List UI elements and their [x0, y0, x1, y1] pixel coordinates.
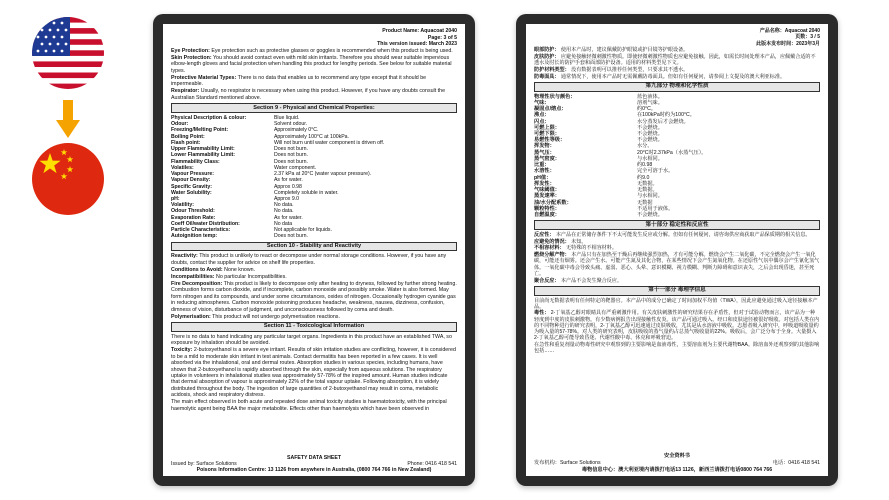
footer-phone: 电话：0416 418 541: [772, 460, 820, 466]
property-name: Volatiles:: [171, 164, 194, 171]
paragraph-text: 使用本产品时，建议佩戴防护眼镜或护目镜等护眼设备。: [560, 47, 689, 54]
property-value: 不会燃烧。: [636, 137, 663, 144]
document-header: [171, 28, 457, 48]
property-name: 气味：: [534, 99, 550, 106]
paragraph-text: There is no data to hand indicating any particular target organs. Ingredients in this product have an established TWA, so exposure by inhalation should be avoided.: [171, 333, 452, 347]
us-flag-icon: [32, 17, 104, 89]
paragraph: [534, 47, 820, 53]
paragraph-text: This product is likely to decompose only after heating to dryness, followed by further strong heating. Combustion forms carbon dioxide, and if incomplete, carbon monoxide and possibly smoke. Water is also formed. May form nitrogen and its compounds, and under some circumstances, oxides of nitrogen. Occasionally hydrogen cyanide gas in reducing atmospheres. Carbon monoxide poisoning produces headache, weakness, nausea, dizziness, confusion, dimness of vision, disturbance of judgment, and unconsciousness followed by coma and death.: [171, 280, 457, 313]
paragraph-label: 不相容材料：: [534, 245, 565, 252]
paragraph-label: Skin Protection:: [171, 54, 212, 61]
property-name: 油/水分配系数：: [534, 199, 572, 206]
property-value: 无数据。: [636, 187, 658, 194]
document-footer: [171, 455, 457, 473]
paragraph: [171, 399, 457, 412]
paragraph-text: This product will not undergo polymerisation reactions.: [212, 313, 340, 320]
property-value: Not applicable for liquids.: [273, 227, 332, 234]
property-value: No data: [273, 220, 293, 227]
property-value: 水分蒸发后才会燃烧。: [636, 118, 689, 125]
property-name: Coeff Oil/water Distribution:: [171, 220, 240, 227]
paragraph: [534, 54, 820, 66]
paragraph: [171, 347, 457, 399]
property-value: No data.: [273, 202, 294, 209]
property-value: Approximately 0°C.: [273, 127, 319, 134]
paragraph-text: 应避免接触轻微刺激性物质。即使轻微刺激性物质也应避免接触。因此，如需长时间处理本产品，应佩戴合适的不透水及肘长的防护手套和面部防护设备。适用的材料类型见下文。: [534, 53, 816, 67]
paragraph: [534, 278, 820, 284]
footer-poisons: Poisons Information Centre: 13 1126 from anywhere in Australia, (0800 764 766 in New Zealand): [196, 467, 432, 473]
property-value: 不会燃烧。: [636, 124, 663, 131]
paragraph-label: 防毒面具：: [534, 73, 560, 80]
paragraph-label: Eye Protection:: [171, 48, 210, 54]
paragraph: [534, 342, 820, 354]
property-value: Does not burn.: [273, 146, 308, 153]
property-value: Approx 9.0: [273, 195, 300, 202]
section-11-title: 第十一部分 毒理学信息: [534, 286, 820, 296]
property-name: 比重：: [534, 162, 550, 169]
section-9-title: 第九部分 物理和化学性质: [534, 82, 820, 92]
property-name: Evaporation Rate:: [171, 214, 216, 221]
product-name: 产品名称：Aquacoat 2040: [759, 28, 820, 34]
footer-phone: Phone: 0416 418 541: [407, 461, 457, 467]
tablet-chinese: [516, 14, 838, 486]
paragraph: [534, 67, 820, 73]
property-name: 蒸气密度：: [534, 155, 560, 162]
paragraph-text: 没有数据表明可以推荐任何类型，只要求其不透水。: [571, 66, 689, 73]
property-name: Vapour Pressure:: [171, 171, 214, 178]
paragraph-label: Respirator:: [171, 88, 200, 95]
property-value: Does not burn.: [273, 152, 308, 159]
paragraph: [534, 252, 820, 277]
properties-table: [171, 115, 457, 240]
property-name: 闪点：: [534, 118, 550, 125]
property-name: 可燃下限：: [534, 130, 560, 137]
property-value: 与水相同。: [636, 155, 663, 162]
property-row: [534, 212, 820, 218]
property-name: 自燃温度：: [534, 212, 560, 219]
paragraph-text: 未知。: [571, 238, 587, 245]
property-value: 约0°C。: [636, 106, 657, 113]
property-name: Upper Flammability Limit:: [171, 146, 235, 153]
section-11-title: Section 11 - Toxicological Information: [171, 322, 457, 332]
arrow-down-icon: [56, 100, 80, 140]
property-value: 2.37 kPa at 20°C (water vapour pressure).: [273, 171, 372, 178]
paragraph-label: 眼部防护：: [534, 47, 560, 54]
property-value: As for water.: [273, 214, 303, 221]
property-value: 不会燃烧。: [636, 212, 663, 219]
protection-section: [534, 47, 820, 80]
property-value: Blue liquid.: [273, 114, 300, 121]
property-name: 颗粒特性：: [534, 205, 560, 212]
paragraph: [171, 48, 457, 54]
property-value: 蓝色液体。: [636, 93, 663, 100]
page-number: 页数：3 / 5: [795, 34, 820, 41]
toxicology-section: [171, 334, 457, 412]
paragraph: [171, 75, 457, 88]
footer-title: SAFETY DATA SHEET: [287, 455, 341, 461]
paragraph-label: 防护材料类型：: [534, 66, 570, 73]
paragraph-text: 目前尚无数据表明有任何特定的靶器官。本产品中的成分已确定了时间加权平均值（TWA），因此应避免通过吸入途径接触本产品。: [534, 297, 818, 310]
property-value: Approximately 100°C at 100kPa.: [273, 133, 349, 140]
section-9-title: Section 9 - Physical and Chemical Properties:: [171, 103, 457, 113]
paragraph-label: 聚合反应：: [534, 277, 560, 284]
property-name: 易燃性等级：: [534, 137, 566, 144]
paragraph-text: 本产品只有在加热至干燥后再继续强烈加热，才有可能分解。燃烧会产生二氧化碳，不完全燃烧会产生一氧化碳，可能还有烟雾。还会产生水。可能产生氮及其化合物，在某些情况下会产生氮氧化物。在还原性气氛中偶尔会产生氰化氢气体。一氧化碳中毒会导致头痛、虚弱、恶心、头晕、意识模糊、视力模糊、判断力障碍和意识丧失，之后会出现昏迷，甚至死亡。: [534, 252, 820, 277]
paragraph-text: 本产品在正常储存条件下不太可能发生反应或分解。但如有任何疑问，请咨询供应商获取产品保质期的相关信息。: [555, 232, 811, 239]
property-name: Physical Description & colour:: [171, 114, 247, 121]
version-issued: This version issued: March 2023: [377, 41, 457, 47]
paragraph-label: 毒性：: [534, 310, 550, 317]
paragraph-text: 在急性和重复剂量动物毒性研究中观察到的主要影响是血液毒性，主要溶血剂为主要代谢物BAA。除溶血外还观察到的其他影响包括……: [534, 341, 820, 355]
property-name: Water Solubility:: [171, 189, 212, 196]
paragraph-text: Eye protection such as protective glasses or goggles is recommended when this product is being used.: [211, 48, 453, 54]
paragraph: [171, 274, 457, 280]
paragraph: [171, 55, 457, 74]
property-name: 物理性状与颜色：: [534, 93, 576, 100]
property-name: 凝固点/熔点：: [534, 106, 567, 113]
property-name: Flammability Class:: [171, 158, 220, 165]
property-name: Volatility:: [171, 202, 194, 209]
protection-section: [171, 48, 457, 101]
paragraph: [534, 310, 820, 341]
property-row: [171, 233, 457, 239]
china-flag-icon: [32, 143, 104, 215]
property-value: 20°C时2.37kPa（水蒸气压）。: [636, 149, 707, 156]
paragraph: [171, 281, 457, 313]
paragraph-label: Protective Material Types:: [171, 74, 237, 81]
property-name: pH值：: [534, 174, 552, 181]
property-value: Does not burn.: [273, 233, 308, 240]
property-value: 与水相同。: [636, 193, 663, 200]
toxicology-section: [534, 298, 820, 355]
paragraph: [534, 74, 820, 80]
property-value: Solvent odour.: [273, 121, 308, 128]
property-value: 无数据: [636, 199, 653, 206]
document-page-english: [163, 24, 465, 476]
property-value: 在100kPa时约为100°C。: [636, 112, 695, 119]
property-value: As for water.: [273, 177, 303, 184]
paragraph-text: You should avoid contact even with mild skin irritants. Therefore you should wear suitable impervious elbow-length gloves and facial protection when handling this product for lengthy periods. See below for suitable material types.: [171, 54, 452, 74]
paragraph-text: Usually, no respirator is necessary when using this product. However, if you have any doubts consult the Australian Standard mentioned above.: [171, 88, 446, 101]
property-value: No data.: [273, 208, 294, 215]
product-name: Product Name: Aquacoat 2040: [382, 28, 457, 34]
document-footer: [534, 452, 820, 473]
property-name: Specific Gravity:: [171, 183, 212, 190]
paragraph: [171, 88, 457, 101]
paragraph-label: 应避免的情况：: [534, 238, 570, 245]
property-name: Particle Characteristics:: [171, 227, 231, 234]
document-page-chinese: [526, 24, 828, 476]
property-name: 水溶性：: [534, 168, 555, 175]
property-value: 不会燃烧。: [636, 130, 663, 137]
paragraph-text: There is no data that enables us to recommend any type except that it should be impermeable.: [171, 74, 427, 88]
property-name: Autoignition temp:: [171, 233, 218, 240]
paragraph-text: 2-丁氧基乙醇对眼睛具有严重刺激作用。有关皮肤刺激性的研究结果存在矛盾性，但对于试验动物而言，该产品为一种轻度到中度的皮肤刺激物。有少数病例报告出现接触性皮炎。该产品可通过吸入、经口和皮肤途径被很好吸收。对包括人类在内的不同物种进行的研究表明，2-丁氧基乙醇可迅速通过皮肤吸收，尤其是从水溶液中吸收。志愿者吸入研究中，呼吸道吸收量约为吸入量的57-78%。对人类的研究表明，皮肤吸收的蒸气量约占总蒸气吸收量的22%。吸收后，会广泛分布于全身。大量摄入2-丁氧基乙醇可能导致昏迷、代谢性酸中毒、休克和呼吸窘迫。: [534, 310, 820, 342]
paragraph-label: Incompatibilities:: [171, 273, 215, 280]
sds-chinese: [534, 28, 820, 355]
property-name: pH:: [171, 195, 180, 202]
paragraph-text: 本产品不会发生聚合反应。: [560, 277, 623, 284]
property-name: Freezing/Melting Point:: [171, 127, 229, 134]
document-header: [534, 28, 820, 47]
footer-poisons: 毒物信息中心：澳大利亚境内请拨打电话13 1126，新西兰请拨打电话0800 764 766: [581, 467, 773, 473]
property-value: 约0.98: [636, 162, 653, 169]
paragraph: [171, 314, 457, 320]
paragraph-label: 燃烧分解产物：: [534, 252, 570, 259]
paragraph-label: Polymerisation:: [171, 313, 211, 320]
property-name: Lower Flammability Limit:: [171, 152, 235, 159]
paragraph-text: This product is unlikely to react or decompose under normal storage conditions. However, if you have any doubts, contact the supplier for advice on shelf life properties.: [171, 253, 447, 266]
property-value: 不适用于液体。: [636, 205, 674, 212]
property-value: Will not burn until water component is driven off.: [273, 139, 385, 146]
property-value: Approx 0.98: [273, 183, 302, 190]
property-name: 蒸发速率：: [534, 193, 560, 200]
property-name: Boiling Point:: [171, 133, 205, 140]
property-name: Vapour Density:: [171, 177, 211, 184]
paragraph-label: Conditions to Avoid:: [171, 266, 223, 273]
paragraph-label: Fire Decomposition:: [171, 280, 223, 287]
paragraph-text: 通常情况下，使用本产品时无需佩戴防毒面具。但如有任何疑问，请参阅上文提及的澳大利亚标准。: [560, 73, 786, 80]
property-name: Odour Threshold:: [171, 208, 215, 215]
paragraph: [171, 253, 457, 266]
footer-issued: 发布机构：Surface Solutions: [534, 460, 601, 466]
sds-english: [171, 28, 457, 413]
footer-issued: Issued by: Surface Solutions: [171, 461, 237, 467]
paragraph-text: No particular Incompatibilities.: [216, 273, 287, 280]
property-value: 无数据。: [636, 180, 658, 187]
paragraph: [534, 232, 820, 238]
property-value: Water component.: [273, 164, 317, 171]
properties-table: [534, 94, 820, 219]
tablet-english: [153, 14, 475, 486]
paragraph-text: 2-butoxyethanol is a severe eye irritant. Results of skin irritation studies are conflicting, however, it is considered to be a mild to moderate skin irritant in test animals. Contact dermatitis has been reported in a few cases. It is well absorbed via the inhalational, oral and dermal routes. Absorption studies in various species, including humans, have shown that 2-butoxyethanol is rapidly absorbed through the skin, especially from aqueous solutions. The respiratory uptake in volunteers in inhalational studies was approximately 57-78% of the inspired amount. Human studies indicate that dermal absorption of vapour is approximately 22% of the total vapour uptake. Following absorption, it is widely distributed throughout the body. The ingestion of large quantities of 2-butoxyethanol may result in coma, metabolic acidosis, shock and respiratory distress.: [171, 347, 456, 399]
section-10-title: Section 10 - Stability and Reactivity: [171, 242, 457, 252]
section-10-title: 第十部分 稳定性和反应性: [534, 220, 820, 230]
paragraph: [534, 298, 820, 310]
property-name: 可燃上限：: [534, 124, 560, 131]
stability-section: [171, 253, 457, 320]
property-name: 气味阈值：: [534, 187, 560, 194]
paragraph-text: The main effect observed in both acute and repeated dose animal toxicity studies is haematotoxicity, with the principal haemolytic agent being BAA the major metabolite. Effects other than haemolysis which have been observed in: [171, 399, 447, 412]
property-name: 挥发性：: [534, 180, 555, 187]
page-number: Page: 3 of 5: [427, 34, 457, 41]
version-issued: 此版本发布时间：2023年3月: [756, 40, 820, 47]
paragraph-label: Reactivity:: [171, 253, 198, 260]
paragraph-label: 反应性：: [534, 232, 555, 239]
paragraph-text: None known.: [224, 266, 256, 273]
property-value: 约9.0: [636, 174, 650, 181]
paragraph: [171, 334, 457, 347]
footer-title: 安全资料书: [664, 453, 690, 459]
stability-section: [534, 232, 820, 284]
property-name: Odour:: [171, 121, 189, 128]
paragraph: [534, 245, 820, 251]
property-value: 水分。: [636, 143, 653, 150]
paragraph: [171, 267, 457, 273]
property-name: Flash point:: [171, 139, 201, 146]
paragraph-label: 皮肤防护：: [534, 53, 560, 60]
property-value: Does not burn.: [273, 158, 308, 165]
property-name: 挥发物：: [534, 143, 555, 150]
property-value: 溶剂气味。: [636, 99, 663, 106]
property-value: Completely soluble in water.: [273, 189, 339, 196]
property-value: 完全可溶于水。: [636, 168, 674, 175]
property-name: 蒸气压：: [534, 149, 555, 156]
paragraph-text: 无特殊的不相容材料。: [566, 245, 617, 252]
paragraph-label: Toxicity:: [171, 347, 193, 354]
property-name: 沸点：: [534, 112, 550, 119]
